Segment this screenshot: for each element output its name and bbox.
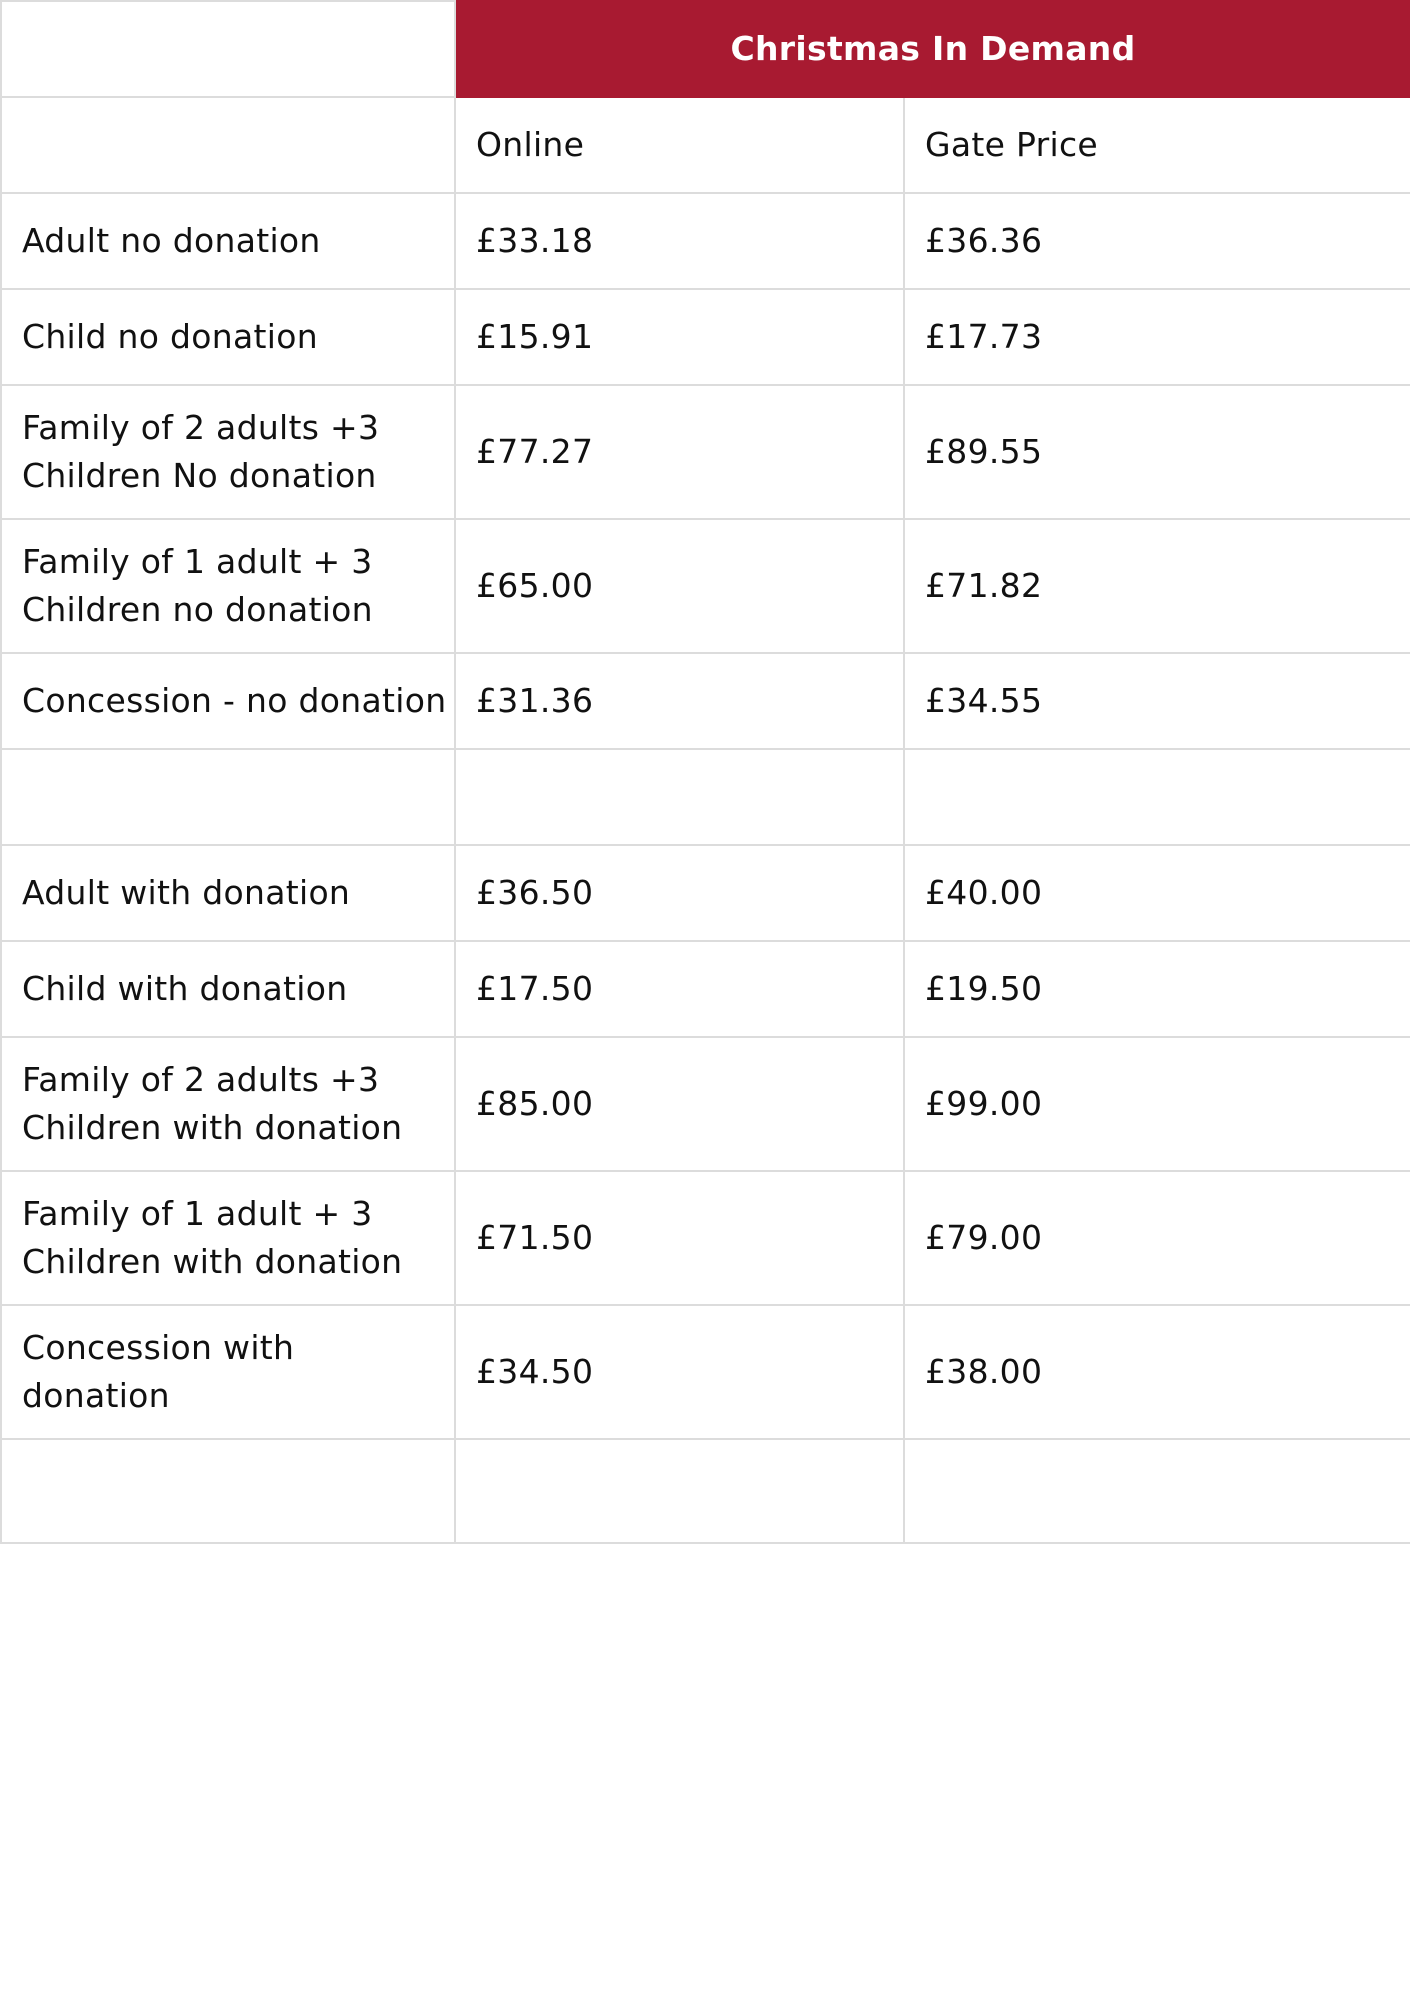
table-row xyxy=(1,1171,1410,1305)
online-price: £15.91 xyxy=(455,289,904,385)
row-label: Concession - no donation xyxy=(1,653,455,749)
online-price: £17.50 xyxy=(455,941,904,1037)
column-header-row xyxy=(1,97,1410,193)
column-header-gate-price: Gate Price xyxy=(904,97,1410,193)
online-price: £85.00 xyxy=(455,1037,904,1171)
row-label xyxy=(1,1439,455,1543)
table-row xyxy=(1,1037,1410,1171)
online-price: £65.00 xyxy=(455,519,904,653)
table-row-spacer xyxy=(1,749,1410,845)
online-price: £77.27 xyxy=(455,385,904,519)
gate-price: £71.82 xyxy=(904,519,1410,653)
online-price: £33.18 xyxy=(455,193,904,289)
online-price: £34.50 xyxy=(455,1305,904,1439)
table-row-spacer xyxy=(1,1439,1410,1543)
online-price: £36.50 xyxy=(455,845,904,941)
column-header-online: Online xyxy=(455,97,904,193)
row-label xyxy=(1,749,455,845)
gate-price: £19.50 xyxy=(904,941,1410,1037)
row-label: Family of 2 adults +3 Children No donation xyxy=(1,385,455,519)
gate-price: £40.00 xyxy=(904,845,1410,941)
gate-price: £99.00 xyxy=(904,1037,1410,1171)
gate-price xyxy=(904,749,1410,845)
column-header-blank xyxy=(1,97,455,193)
online-price xyxy=(455,749,904,845)
table-row xyxy=(1,845,1410,941)
row-label: Family of 1 adult + 3 Children no donation xyxy=(1,519,455,653)
row-label: Adult no donation xyxy=(1,193,455,289)
corner-cell xyxy=(1,1,455,97)
row-label: Concession with donation xyxy=(1,1305,455,1439)
gate-price: £38.00 xyxy=(904,1305,1410,1439)
table-row xyxy=(1,193,1410,289)
row-label: Child with donation xyxy=(1,941,455,1037)
row-label: Family of 1 adult + 3 Children with donation xyxy=(1,1171,455,1305)
gate-price: £89.55 xyxy=(904,385,1410,519)
table-row xyxy=(1,941,1410,1037)
table-row xyxy=(1,1305,1410,1439)
table-title: Christmas In Demand xyxy=(455,1,1410,97)
row-label: Family of 2 adults +3 Children with donation xyxy=(1,1037,455,1171)
gate-price: £17.73 xyxy=(904,289,1410,385)
online-price: £31.36 xyxy=(455,653,904,749)
gate-price: £36.36 xyxy=(904,193,1410,289)
table-row xyxy=(1,289,1410,385)
table-row xyxy=(1,653,1410,749)
online-price xyxy=(455,1439,904,1543)
gate-price: £79.00 xyxy=(904,1171,1410,1305)
title-row xyxy=(1,1,1410,97)
table-row xyxy=(1,519,1410,653)
gate-price xyxy=(904,1439,1410,1543)
gate-price: £34.55 xyxy=(904,653,1410,749)
online-price: £71.50 xyxy=(455,1171,904,1305)
row-label: Child no donation xyxy=(1,289,455,385)
table-row xyxy=(1,385,1410,519)
row-label: Adult with donation xyxy=(1,845,455,941)
